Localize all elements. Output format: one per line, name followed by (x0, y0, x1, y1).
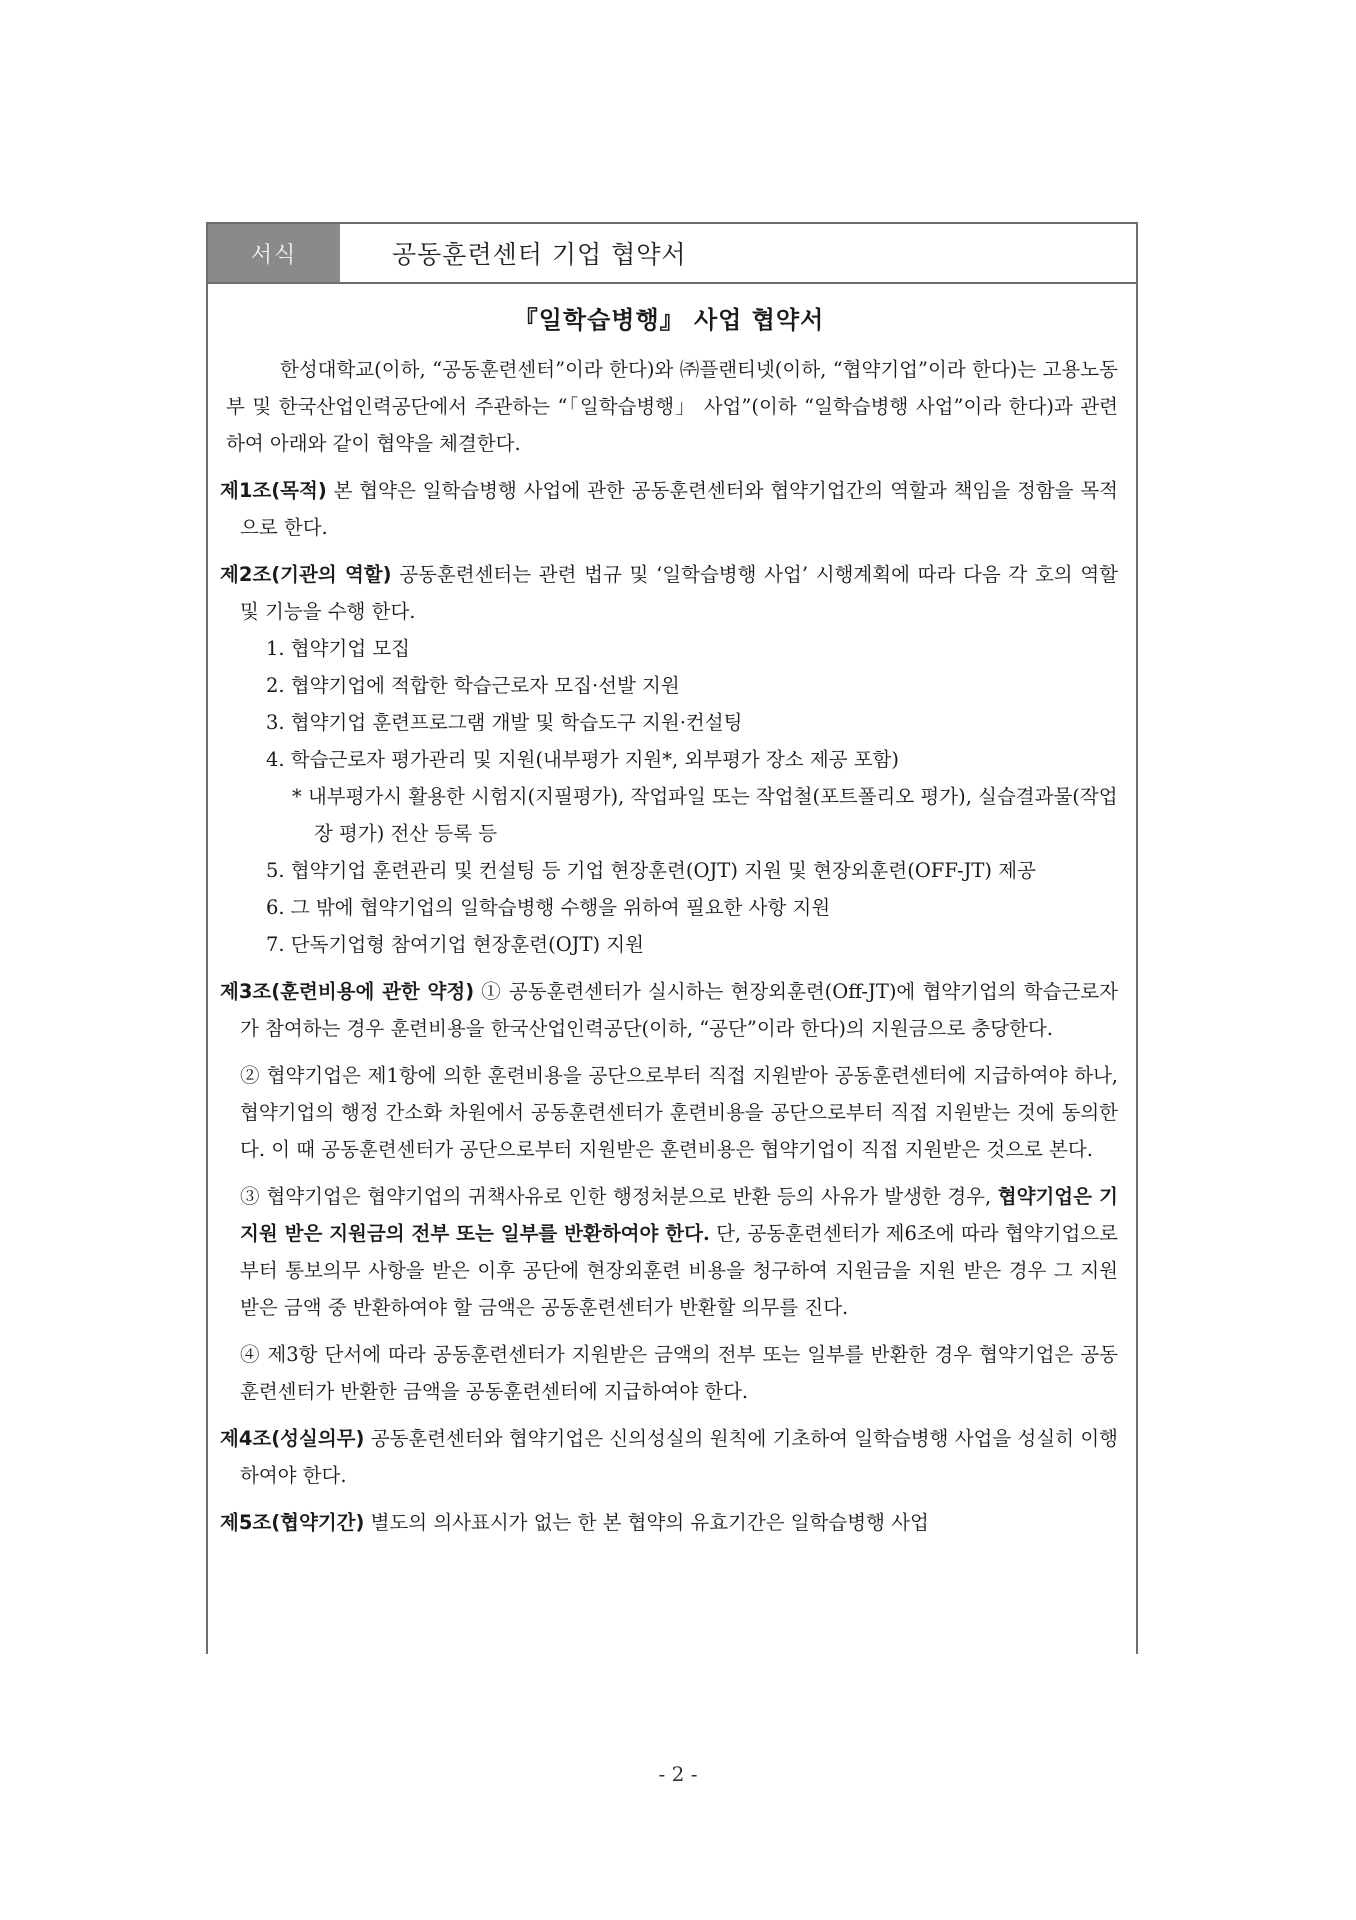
article-3-clause-4: ④ 제3항 단서에 따라 공동훈련센터가 지원받은 금액의 전부 또는 일부를 반환한 경우 협약기업은 공동훈련센터가 반환한 금액을 공동훈련센터에 지급하여야 한다. (240, 1343, 1118, 1403)
form-tag: 서식 (208, 224, 340, 282)
article-3-heading: 제3조(훈련비용에 관한 약정) (220, 980, 475, 1003)
article-1-heading: 제1조(목적) (220, 479, 327, 502)
intro-paragraph: 한성대학교(이하, “공동훈련센터”이라 한다)와 ㈜플랜티넷(이하, “협약기업”이라 한다)는 고용노동부 및 한국산업인력공단에서 주관하는 “「일학습병행」 사업”(이하 “일학습병행 사업”이라 한다)과 관련하여 아래와 같이 협약을 체결한다. (226, 358, 1118, 455)
footnote: * 내부평가시 활용한 시험지(지필평가), 작업파일 또는 작업철(포트폴리오 평가), 실습결과물(작업장 평가) 전산 등록 등 (292, 785, 1118, 845)
clause-3-part-b: 협약기업은 기지원 받은 지원금의 전부 또는 일부를 반환하여야 한다. (240, 1185, 1118, 1245)
list-item: 6. 그 밖에 협약기업의 일학습병행 수행을 위하여 필요한 사항 지원 (266, 896, 831, 919)
clause-3-part-c: 단, 공동훈련센터가 제6조에 따라 협약기업으로부터 통보의무 사항을 받은 이후 공단에 현장외훈련 비용을 청구하여 지원금을 지원 받은 경우 그 지원 받은 금액 중 반환하여야 할 금액은 공동훈련센터가 반환할 의무를 진다. (240, 1222, 1118, 1319)
article-3 (220, 973, 1118, 1047)
article-2-list-continued (220, 852, 1118, 963)
article-4 (220, 1420, 1118, 1494)
form-title: 공동훈련센터 기업 협약서 (392, 240, 687, 269)
article-1-text: 본 협약은 일학습병행 사업에 관한 공동훈련센터와 협약기업간의 역할과 책임을 정함을 목적으로 한다. (240, 479, 1118, 539)
article-3-clause-3 (220, 1178, 1118, 1326)
list-item: 4. 학습근로자 평가관리 및 지원(내부평가 지원*, 외부평가 장소 제공 포함) (266, 748, 899, 771)
document-title: 『일학습병행』 사업 협약서 (513, 306, 825, 334)
list-item: 2. 협약기업에 적합한 학습근로자 모집·선발 지원 (266, 674, 680, 697)
form-header (208, 224, 1136, 284)
article-5-heading: 제5조(협약기간) (220, 1511, 365, 1534)
page-number: - 2 - (658, 1762, 698, 1786)
list-item: 5. 협약기업 훈련관리 및 컨설팅 등 기업 현장훈련(OJT) 지원 및 현장외훈련(OFF-JT) 제공 (266, 859, 1036, 882)
list-item: 3. 협약기업 훈련프로그램 개발 및 학습도구 지원·컨설팅 (266, 711, 743, 734)
article-2-list (220, 630, 1118, 778)
document-frame (206, 222, 1138, 1654)
article-2-text: 공동훈련센터는 관련 법규 및 ‘일학습병행 사업’ 시행계획에 따라 다음 각 호의 역할 및 기능을 수행 한다. (240, 563, 1118, 623)
list-item: 1. 협약기업 모집 (266, 637, 411, 660)
article-5 (220, 1504, 1118, 1541)
article-4-heading: 제4조(성실의무) (220, 1427, 365, 1450)
article-2 (220, 556, 1118, 630)
article-3-text: ① 공동훈련센터가 실시하는 현장외훈련(Off-JT)에 협약기업의 학습근로자가 참여하는 경우 훈련비용을 한국산업인력공단(이하, “공단”이라 한다)의 지원금으로 충당한다. (240, 980, 1118, 1040)
document-body (208, 284, 1136, 1541)
article-1 (220, 472, 1118, 546)
article-4-text: 공동훈련센터와 협약기업은 신의성실의 원칙에 기초하여 일학습병행 사업을 성실히 이행하여야 한다. (240, 1427, 1118, 1487)
clause-3-part-a: ③ 협약기업은 협약기업의 귀책사유로 인한 행정처분으로 반환 등의 사유가 발생한 경우, (240, 1185, 998, 1208)
article-2-heading: 제2조(기관의 역할) (220, 563, 392, 586)
article-5-text: 별도의 의사표시가 없는 한 본 협약의 유효기간은 일학습병행 사업 (364, 1511, 929, 1534)
article-3-clause-2: ② 협약기업은 제1항에 의한 훈련비용을 공단으로부터 직접 지원받아 공동훈련센터에 지급하여야 하나, 협약기업의 행정 간소화 차원에서 공동훈련센터가 훈련비용을 공단으로부터 직접 지원받는 것에 동의한다. 이 때 공동훈련센터가 공단으로부터 지원받은 훈련비용은 협약기업이 직접 지원받은 것으로 본다. (240, 1064, 1118, 1161)
list-item: 7. 단독기업형 참여기업 현장훈련(OJT) 지원 (266, 933, 644, 956)
